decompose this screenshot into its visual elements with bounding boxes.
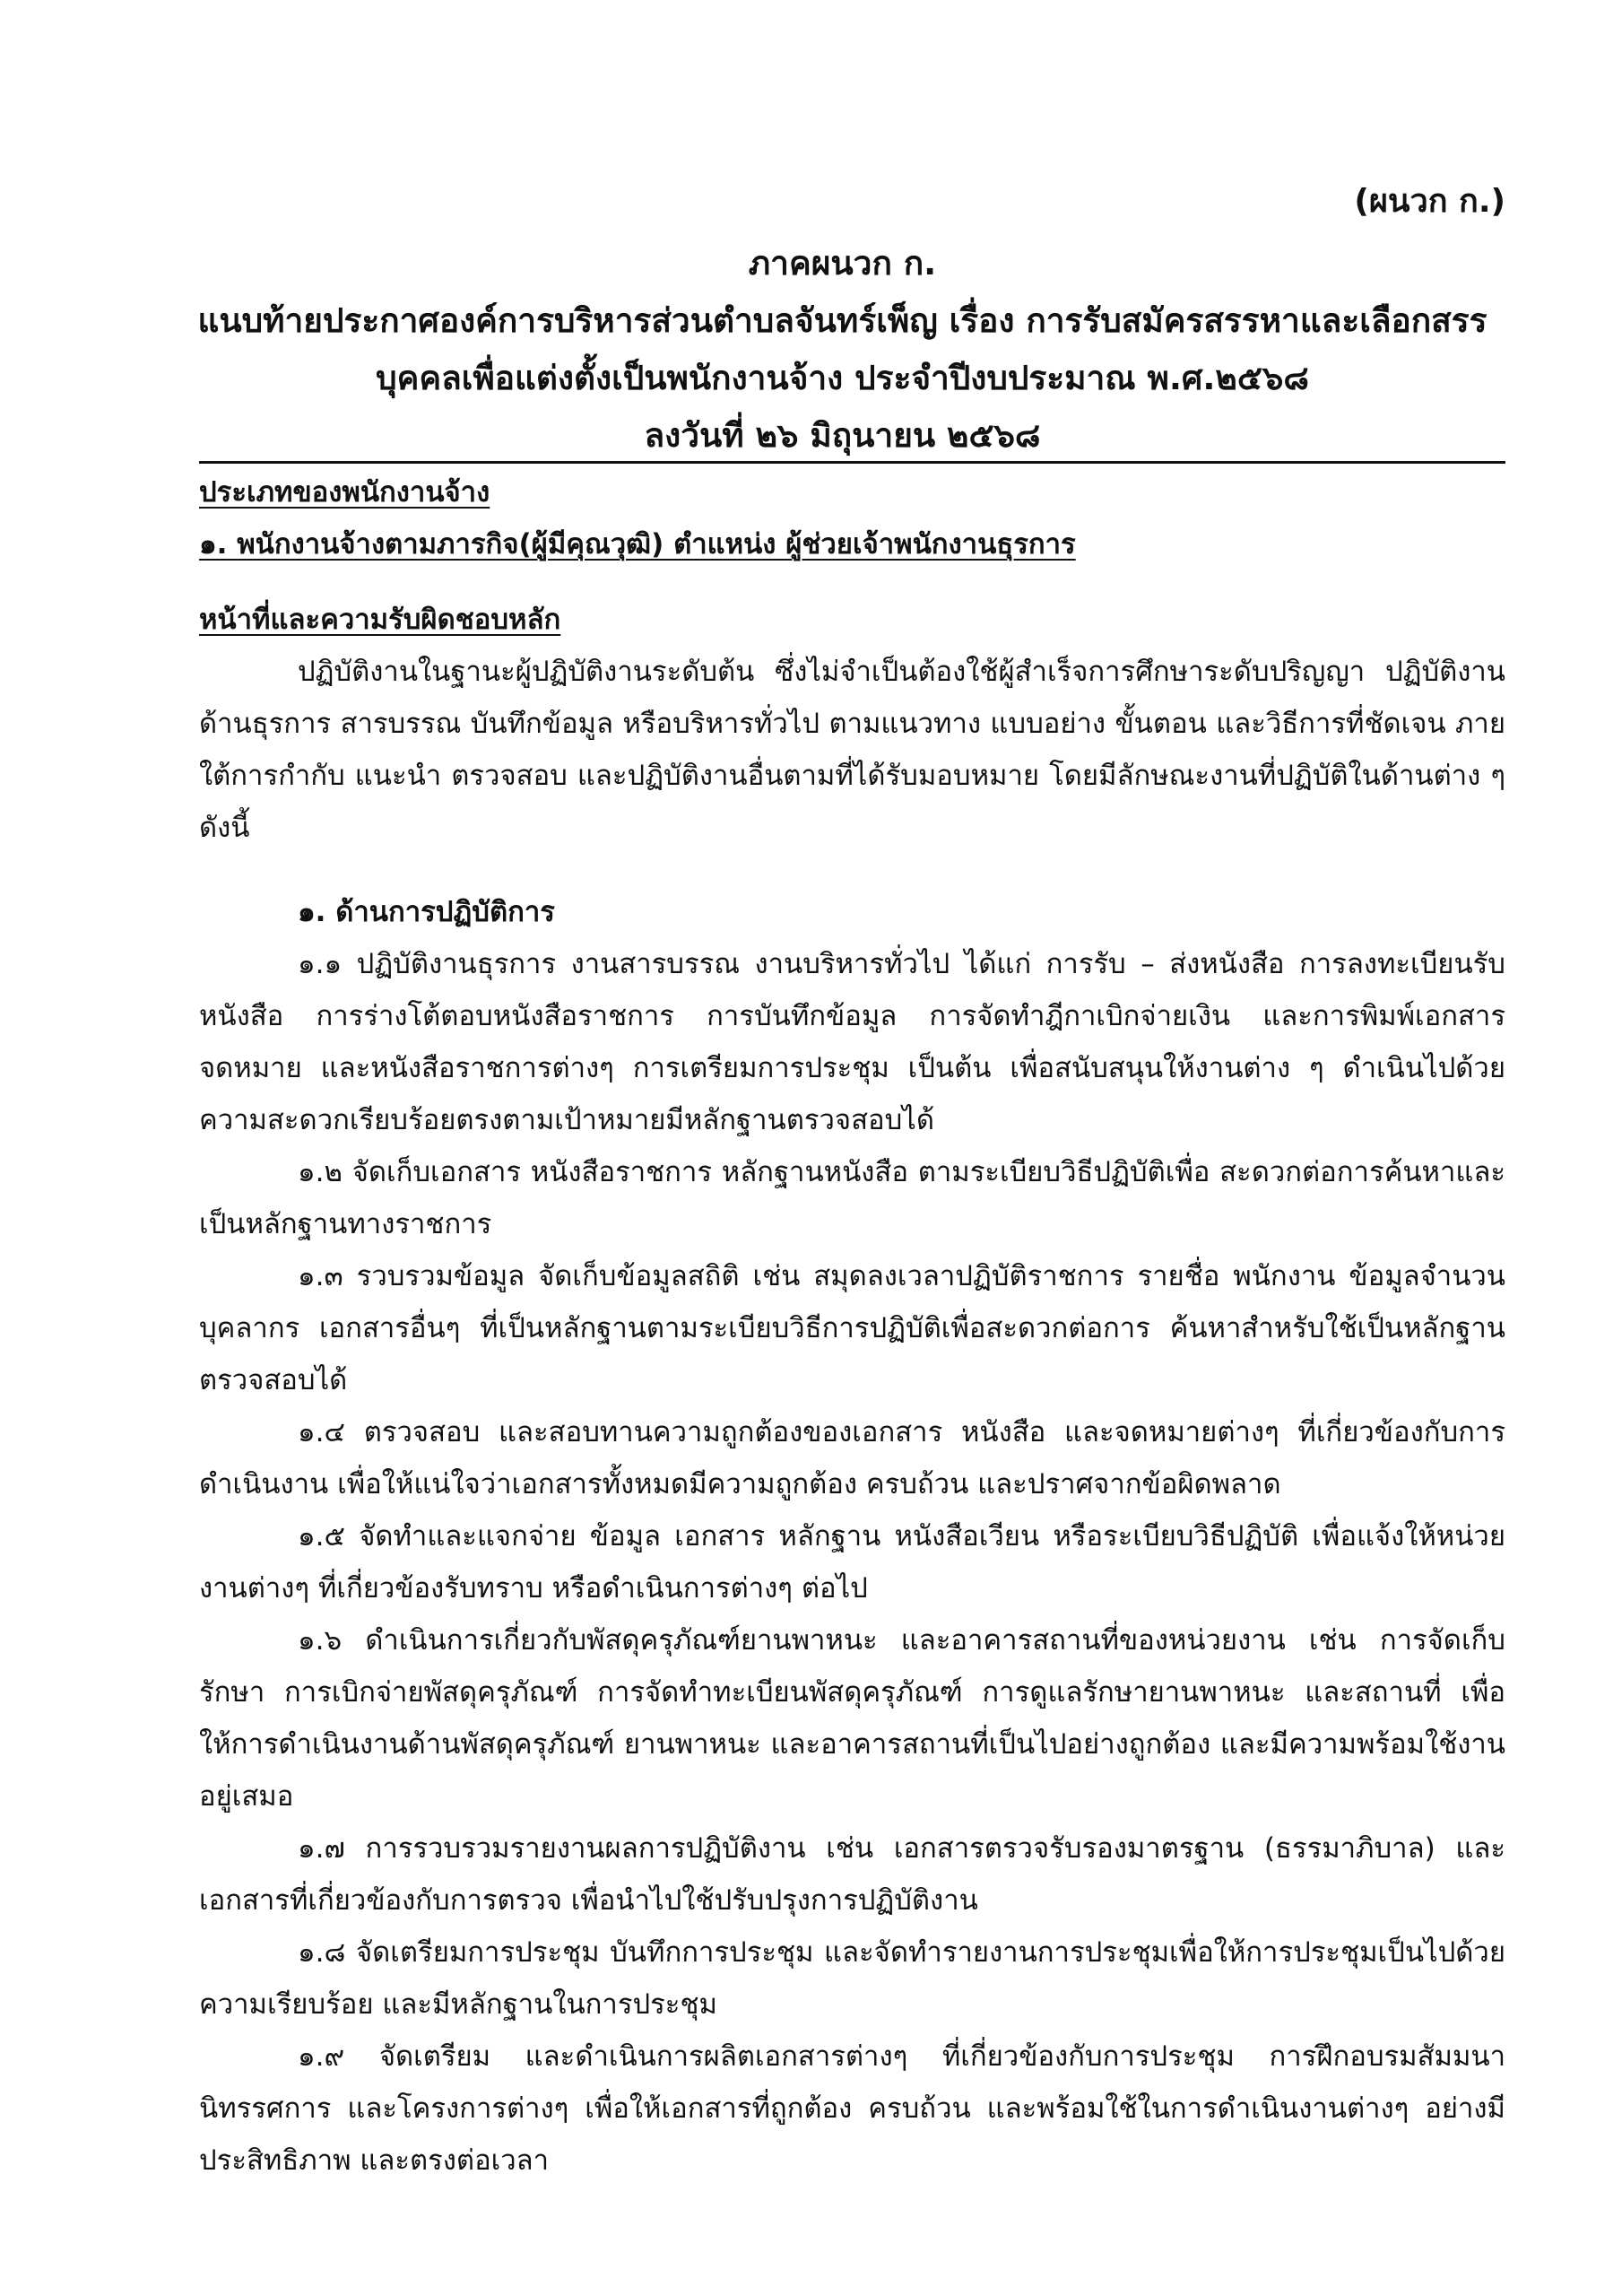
annex-label: (ผนวก ก.) xyxy=(1354,183,1505,220)
list-item: ๑.๒ จัดเก็บเอกสาร หนังสือราชการ หลักฐานหนังสือ ตามระเบียบวิธีปฏิบัติเพื่อ สะดวกต่อการค้นหาและเป็นหลักฐานทางราชการ xyxy=(199,1156,1505,1240)
list-item: ๑.๕ จัดทำและแจกจ่าย ข้อมูล เอกสาร หลักฐาน หนังสือเวียน หรือระเบียบวิธีปฏิบัติ เพื่อแจ้งให้หน่วยงานต่างๆ ที่เกี่ยวข้องรับทราบ หรือดำเนินการต่างๆ ต่อไป xyxy=(199,1520,1505,1605)
document-body xyxy=(199,466,1505,2187)
duties-heading: หน้าที่และความรับผิดชอบหลัก xyxy=(199,604,561,636)
list-item: ๑.๖ ดำเนินการเกี่ยวกับพัสดุครุภัณฑ์ยานพาหนะ และอาคารสถานที่ของหน่วยงาน เช่น การจัดเก็บรักษา การเบิกจ่ายพัสดุครุภัณฑ์ การจัดทำทะเบียนพัสดุครุภัณฑ์ การดูแลรักษายานพาหนะ และสถานที่ เพื่อให้การดำเนินงานด้านพัสดุครุภัณฑ์ ยานพาหนะ และอาคารสถานที่เป็นไปอย่างถูกต้อง และมีความพร้อมใช้งานอยู่เสมอ xyxy=(199,1624,1505,1813)
list-item: ๑.๔ ตรวจสอบ และสอบทานความถูกต้องของเอกสาร หนังสือ และจดหมายต่างๆ ที่เกี่ยวข้องกับการดำเนินงาน เพื่อให้แน่ใจว่าเอกสารทั้งหมดมีความถูกต้อง ครบถ้วน และปราศจากข้อผิดพลาด xyxy=(199,1416,1505,1500)
spacer xyxy=(199,570,1505,594)
list-item: ๑.๑ ปฏิบัติงานธุรการ งานสารบรรณ งานบริหารทั่วไป ได้แก่ การรับ – ส่งหนังสือ การลงทะเบียนรับหนังสือ การร่างโต้ตอบหนังสือราชการ การบันทึกข้อมูล การจัดทำฎีกาเบิกจ่ายเงิน และการพิมพ์เอกสารจดหมาย และหนังสือราชการต่างๆ การเตรียมการประชุม เป็นต้น เพื่อสนับสนุนให้งานต่าง ๆ ดำเนินไปด้วยความสะดวกเรียบร้อยตรงตามเป้าหมายมีหลักฐานตรวจสอบได้ xyxy=(199,948,1505,1136)
spacer xyxy=(199,854,1505,886)
title-line-4: ลงวันที่ ๒๖ มิถุนายน ๒๕๖๘ xyxy=(644,416,1041,455)
list-item: ๑.๙ จัดเตรียม และดำเนินการผลิตเอกสารต่างๆ ที่เกี่ยวข้องกับการประชุม การฝึกอบรมสัมมนานิทรรศการ และโครงการต่างๆ เพื่อให้เอกสารที่ถูกต้อง ครบถ้วน และพร้อมใช้ในการดำเนินงานต่างๆ อย่างมีประสิทธิภาพ และตรงต่อเวลา xyxy=(199,2040,1505,2177)
section-1-heading: ๑. ด้านการปฏิบัติการ xyxy=(298,896,555,928)
document-title xyxy=(179,235,1505,465)
title-line-2: แนบท้ายประกาศองค์การบริหารส่วนตำบลจันทร์เพ็ญ เรื่อง การรับสมัครสรรหาและเลือกสรร xyxy=(197,301,1488,340)
position-heading: ๑. พนักงานจ้างตามภารกิจ(ผู้มีคุณวุฒิ) ตำแหน่ง ผู้ช่วยเจ้าพนักงานธุรการ xyxy=(199,528,1076,561)
title-divider xyxy=(199,461,1505,464)
title-line-3: บุคคลเพื่อแต่งตั้งเป็นพนักงานจ้าง ประจำปีงบประมาณ พ.ศ.๒๕๖๘ xyxy=(376,359,1309,397)
list-item: ๑.๓ รวบรวมข้อมูล จัดเก็บข้อมูลสถิติ เช่น สมุดลงเวลาปฏิบัติราชการ รายชื่อ พนักงาน ข้อมูลจำนวนบุคลากร เอกสารอื่นๆ ที่เป็นหลักฐานตามระเบียบวิธีการปฏิบัติเพื่อสะดวกต่อการ ค้นหาสำหรับใช้เป็นหลักฐานตรวจสอบได้ xyxy=(199,1260,1505,1396)
intro-paragraph: ปฏิบัติงานในฐานะผู้ปฏิบัติงานระดับต้น ซึ่งไม่จำเป็นต้องใช้ผู้สำเร็จการศึกษาระดับปริญญา ปฏิบัติงานด้านธุรการ สารบรรณ บันทึกข้อมูล หรือบริหารทั่วไป ตามแนวทาง แบบอย่าง ขั้นตอน และวิธีการที่ชัดเจน ภายใต้การกำกับ แนะนำ ตรวจสอบ และปฏิบัติงานอื่นตามที่ได้รับมอบหมาย โดยมีลักษณะงานที่ปฏิบัติในด้านต่าง ๆ ดังนี้ xyxy=(199,656,1505,844)
title-line-1: ภาคผนวก ก. xyxy=(748,244,937,283)
list-item: ๑.๘ จัดเตรียมการประชุม บันทึกการประชุม และจัดทำรายงานการประชุมเพื่อให้การประชุมเป็นไปด้วยความเรียบร้อย และมีหลักฐานในการประชุม xyxy=(199,1936,1505,2021)
list-item: ๑.๗ การรวบรวมรายงานผลการปฏิบัติงาน เช่น เอกสารตรวจรับรองมาตรฐาน (ธรรมาภิบาล) และเอกสารที่เกี่ยวข้องกับการตรวจ เพื่อนำไปใช้ปรับปรุงการปฏิบัติงาน xyxy=(199,1832,1505,1917)
employee-type-heading: ประเภทของพนักงานจ้าง xyxy=(199,476,490,509)
